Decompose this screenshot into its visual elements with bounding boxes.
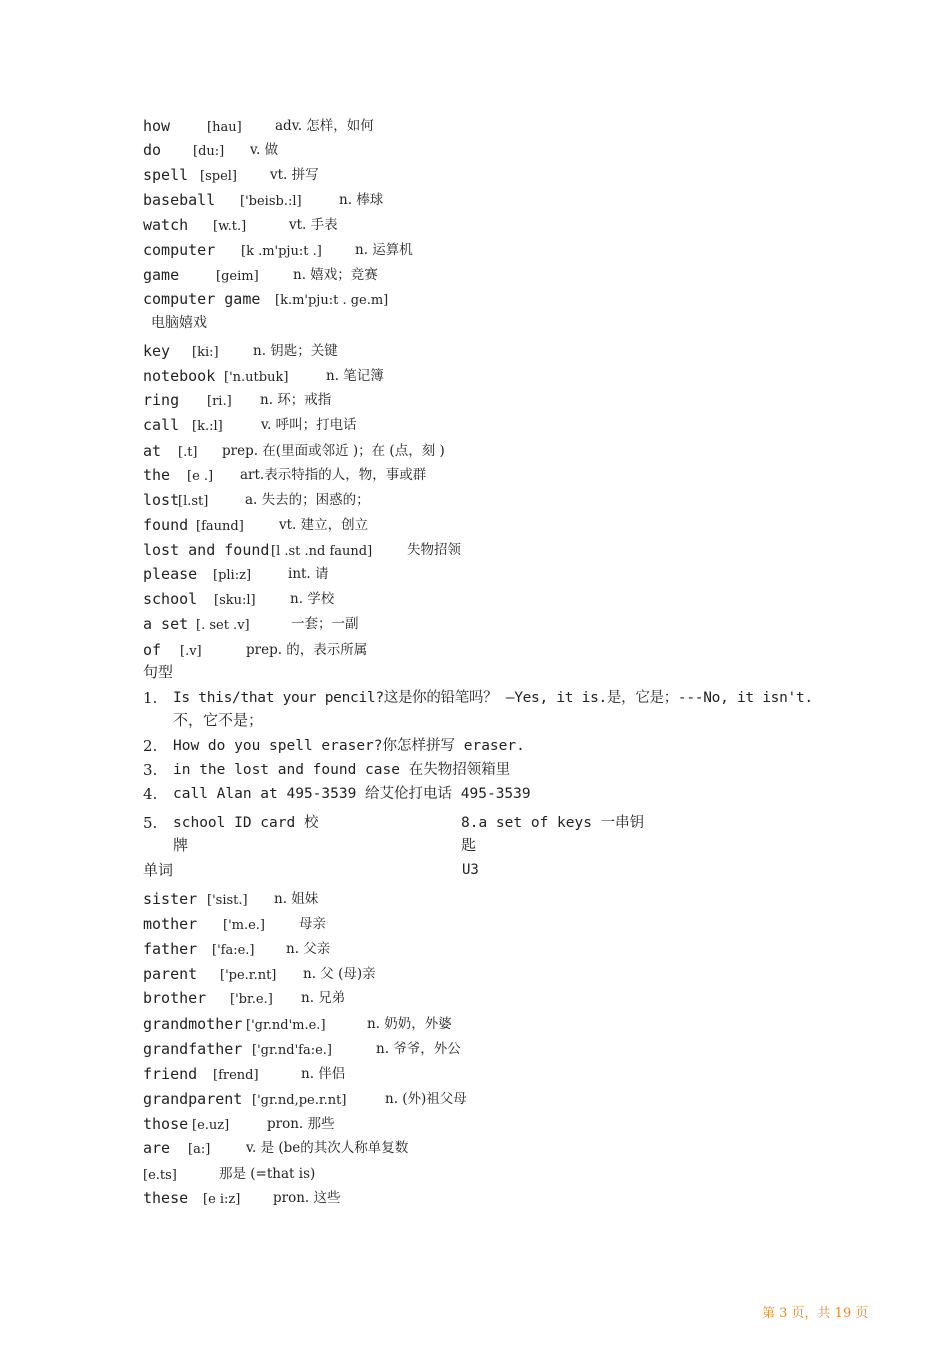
vocab-row: [143, 163, 910, 187]
vocab-meaning: v. 呼叫；打电话: [261, 417, 357, 433]
vocab-phonetic: [e .]: [187, 469, 214, 484]
vocab-meaning: n. (外)祖父母: [385, 1091, 467, 1107]
vocab-row: [143, 1162, 910, 1186]
vocab-word: brother: [143, 989, 207, 1007]
vocab-meaning: vt. 建立，创立: [279, 517, 369, 533]
vocab-phonetic: [k.:l]: [192, 419, 223, 434]
vocab-word: mother: [143, 915, 198, 933]
vocab-phonetic: ['sist.]: [207, 893, 248, 908]
vocab-meaning: n. 运算机: [355, 242, 413, 258]
vocab-word: watch: [143, 216, 189, 234]
vocab-meaning: vt. 手表: [289, 217, 338, 233]
vocab-meaning: 失物招领: [407, 542, 461, 558]
vocab-phonetic: ['pe.r.nt]: [220, 968, 277, 983]
vocab-phonetic: [l.st]: [178, 494, 209, 509]
vocab-row: [143, 138, 910, 162]
vocab-phonetic: [.v]: [180, 644, 202, 659]
vocab-phonetic: [ri.]: [207, 394, 232, 409]
vocab-meaning: n. 环；戒指: [260, 392, 332, 408]
vocab-word: friend: [143, 1065, 198, 1083]
vocab-row: [143, 263, 910, 287]
vocab-meaning: n. 棒球: [339, 192, 384, 208]
vocab-meaning: n. 钥匙；关键: [253, 343, 338, 359]
vocab-row: [143, 388, 910, 412]
vocab-word: a set: [143, 615, 189, 633]
sentence-continuation: 匙: [461, 836, 477, 854]
vocab-row: [143, 488, 910, 512]
vocab-phonetic: [spel]: [200, 169, 237, 184]
vocab-phonetic: [sku:l]: [214, 593, 256, 608]
vocab-row: [143, 287, 910, 311]
vocab-meaning: n. 父亲: [286, 941, 331, 957]
vocab-meaning: v. 做: [250, 142, 279, 158]
vocab-word: at: [143, 442, 162, 460]
vocab-word: how: [143, 117, 171, 135]
sentence-text: How do you spell eraser?你怎样拼写 eraser.: [173, 738, 525, 754]
sentence-item: [461, 811, 761, 859]
sentence-number: 3.: [143, 761, 158, 779]
vocab-word: baseball: [143, 191, 216, 209]
vocab-meaning: int. 请: [288, 566, 329, 582]
vocab-row: [143, 1062, 910, 1086]
vocab-word: lost: [143, 491, 180, 509]
vocab-meaning: n. 爷爷，外公: [376, 1041, 461, 1057]
vocab-meaning: 一套；一副: [291, 616, 359, 632]
vocab-row: [143, 1037, 910, 1061]
vocab-word: these: [143, 1189, 189, 1207]
sentence-text: school ID card 校: [173, 815, 319, 831]
vocab-row: [143, 1087, 910, 1111]
vocab-row: [143, 238, 910, 262]
vocab-phonetic: [frend]: [213, 1068, 259, 1083]
vocab-word: school: [143, 590, 198, 608]
vocab-row: [143, 1136, 910, 1160]
vocab-word: found: [143, 516, 189, 534]
vocab-row: [143, 213, 910, 237]
vocab-row: [143, 962, 910, 986]
sentence-text: Is this/that your pencil?这是你的铅笔吗？ —Yes, it is.是，它是；---No, it isn't.: [173, 690, 813, 706]
vocab-meaning: n. 学校: [290, 591, 335, 607]
sentence-item: [143, 782, 910, 806]
vocab-row: [143, 364, 910, 388]
vocab-word: computer game: [143, 290, 261, 308]
vocab-phonetic: ['gr.nd'm.e.]: [246, 1018, 326, 1033]
vocab-word: are: [143, 1139, 171, 1157]
vocab-meaning: pron. 这些: [273, 1190, 341, 1206]
vocab-phonetic: [a:]: [188, 1142, 211, 1157]
vocab-phonetic: [du:]: [193, 144, 225, 159]
vocab-row: [143, 463, 910, 487]
vocab-row: [143, 887, 910, 911]
vocab-phonetic: [k.m'pju:t . ge.m]: [275, 293, 389, 308]
words-heading: 单词: [143, 861, 174, 879]
sentence-continuation: 不，它不是；: [173, 711, 264, 729]
vocab-meaning: 母亲: [299, 916, 326, 932]
vocab-row: [143, 638, 910, 662]
vocab-word: those: [143, 1115, 189, 1133]
vocab-meaning: a. 失去的；困惑的；: [245, 492, 370, 508]
vocab-meaning: adv. 怎样，如何: [275, 118, 374, 134]
vocab-meaning: n. 奶奶，外婆: [367, 1016, 452, 1032]
vocab-word: computer: [143, 241, 216, 259]
vocab-word: father: [143, 940, 198, 958]
vocab-word: key: [143, 342, 171, 360]
vocab-row: [143, 513, 910, 537]
vocab-phonetic: [hau]: [207, 120, 242, 135]
vocab-phonetic: ['br.e.]: [230, 992, 273, 1007]
vocab-row: [143, 1012, 910, 1036]
vocab-word: grandmother: [143, 1015, 243, 1033]
vocab-phonetic: [e.ts]: [143, 1168, 177, 1183]
vocab-meaning: n. 笔记簿: [326, 368, 384, 384]
vocab-row: [143, 339, 910, 363]
vocab-row-continuation: [143, 311, 910, 335]
vocab-meaning: v. 是 (be的其次人称单复数: [246, 1140, 409, 1156]
vocab-phonetic: [e.uz]: [192, 1118, 230, 1133]
vocab-row: [143, 188, 910, 212]
sentence-text: in the lost and found case 在失物招领箱里: [173, 762, 511, 778]
vocab-meaning: n. 伴侣: [301, 1066, 346, 1082]
vocab-row: [143, 937, 910, 961]
vocab-row: [143, 612, 910, 636]
sentence-text: 8.a set of keys 一串钥: [461, 815, 645, 831]
vocab-meaning: n. 嬉戏；竞赛: [293, 267, 378, 283]
vocab-row: [143, 562, 910, 586]
vocab-row: [143, 1186, 910, 1210]
vocab-phonetic: [faund]: [196, 519, 244, 534]
vocab-word: grandparent: [143, 1090, 243, 1108]
vocab-word: of: [143, 641, 162, 659]
vocab-word: game: [143, 266, 180, 284]
vocab-word: notebook: [143, 367, 216, 385]
vocab-row: [143, 587, 910, 611]
sentence-item: [143, 758, 910, 782]
vocab-phonetic: [k .m'pju:t .]: [241, 244, 322, 259]
vocab-phonetic: [w.t.]: [213, 219, 247, 234]
sentence-item: [143, 734, 910, 758]
vocab-phonetic: [. set .v]: [196, 618, 250, 633]
sentence-number: 1.: [143, 689, 158, 707]
page-footer: 第 3 页，共 19 页: [762, 1306, 869, 1321]
unit-label: U3: [462, 862, 479, 878]
vocab-word: the: [143, 466, 171, 484]
vocab-row: [143, 986, 910, 1010]
vocab-meaning: pron. 那些: [267, 1116, 335, 1132]
sentence-number: 5.: [143, 814, 158, 832]
vocab-phonetic: [.t]: [178, 445, 198, 460]
vocab-word: do: [143, 141, 162, 159]
vocab-word: parent: [143, 965, 198, 983]
vocab-meaning: n. 父 (母)亲: [303, 966, 376, 982]
vocab-meaning: art.表示特指的人，物，事或群: [240, 467, 427, 483]
vocab-meaning: prep. 在(里面或邻近 )；在 (点，刻 ): [222, 443, 445, 459]
vocab-phonetic: [geim]: [216, 269, 259, 284]
vocab-word: call: [143, 416, 180, 434]
vocab-phonetic: ['gr.nd'fa:e.]: [252, 1043, 332, 1058]
section-heading: [143, 858, 910, 882]
vocab-meaning: n. 姐妹: [274, 891, 319, 907]
vocab-phonetic: [l .st .nd faund]: [271, 544, 373, 559]
vocab-word: please: [143, 565, 198, 583]
vocab-row: [143, 114, 910, 138]
vocab-word: lost and found: [143, 541, 270, 559]
vocab-word: grandfather: [143, 1040, 243, 1058]
section-heading: [143, 660, 910, 684]
vocab-word: ring: [143, 391, 180, 409]
vocab-phonetic: ['m.e.]: [223, 918, 266, 933]
vocab-row: [143, 413, 910, 437]
vocab-meaning: 那是 (=that is): [219, 1166, 316, 1182]
vocab-phonetic: [e i:z]: [203, 1192, 241, 1207]
vocab-word: spell: [143, 166, 189, 184]
sentence-item: [143, 811, 443, 859]
vocab-row: [143, 1112, 910, 1136]
vocab-meaning: vt. 拼写: [270, 167, 319, 183]
vocab-phonetic: ['gr.nd,pe.r.nt]: [252, 1093, 347, 1108]
vocab-phonetic: [ki:]: [192, 345, 219, 360]
vocab-row: [143, 912, 910, 936]
sentence-item: [143, 686, 910, 734]
vocab-row: [143, 439, 910, 463]
vocab-word: sister: [143, 890, 198, 908]
vocab-meaning: n. 兄弟: [301, 990, 346, 1006]
sentences-heading: 句型: [143, 663, 174, 681]
vocab-row: [143, 538, 910, 562]
vocab-phonetic: [pli:z]: [213, 568, 252, 583]
vocab-meaning: prep. 的，表示所属: [246, 642, 368, 658]
vocab-phonetic: ['fa:e.]: [212, 943, 255, 958]
sentence-text: call Alan at 495-3539 给艾伦打电话 495-3539: [173, 786, 531, 802]
vocab-phonetic: ['n.utbuk]: [224, 370, 289, 385]
sentence-number: 2.: [143, 737, 158, 755]
vocab-meaning: 电脑嬉戏: [151, 315, 207, 331]
vocab-phonetic: ['beisb.:l]: [240, 194, 302, 209]
sentence-number: 4.: [143, 785, 158, 803]
sentence-continuation: 牌: [173, 836, 189, 854]
